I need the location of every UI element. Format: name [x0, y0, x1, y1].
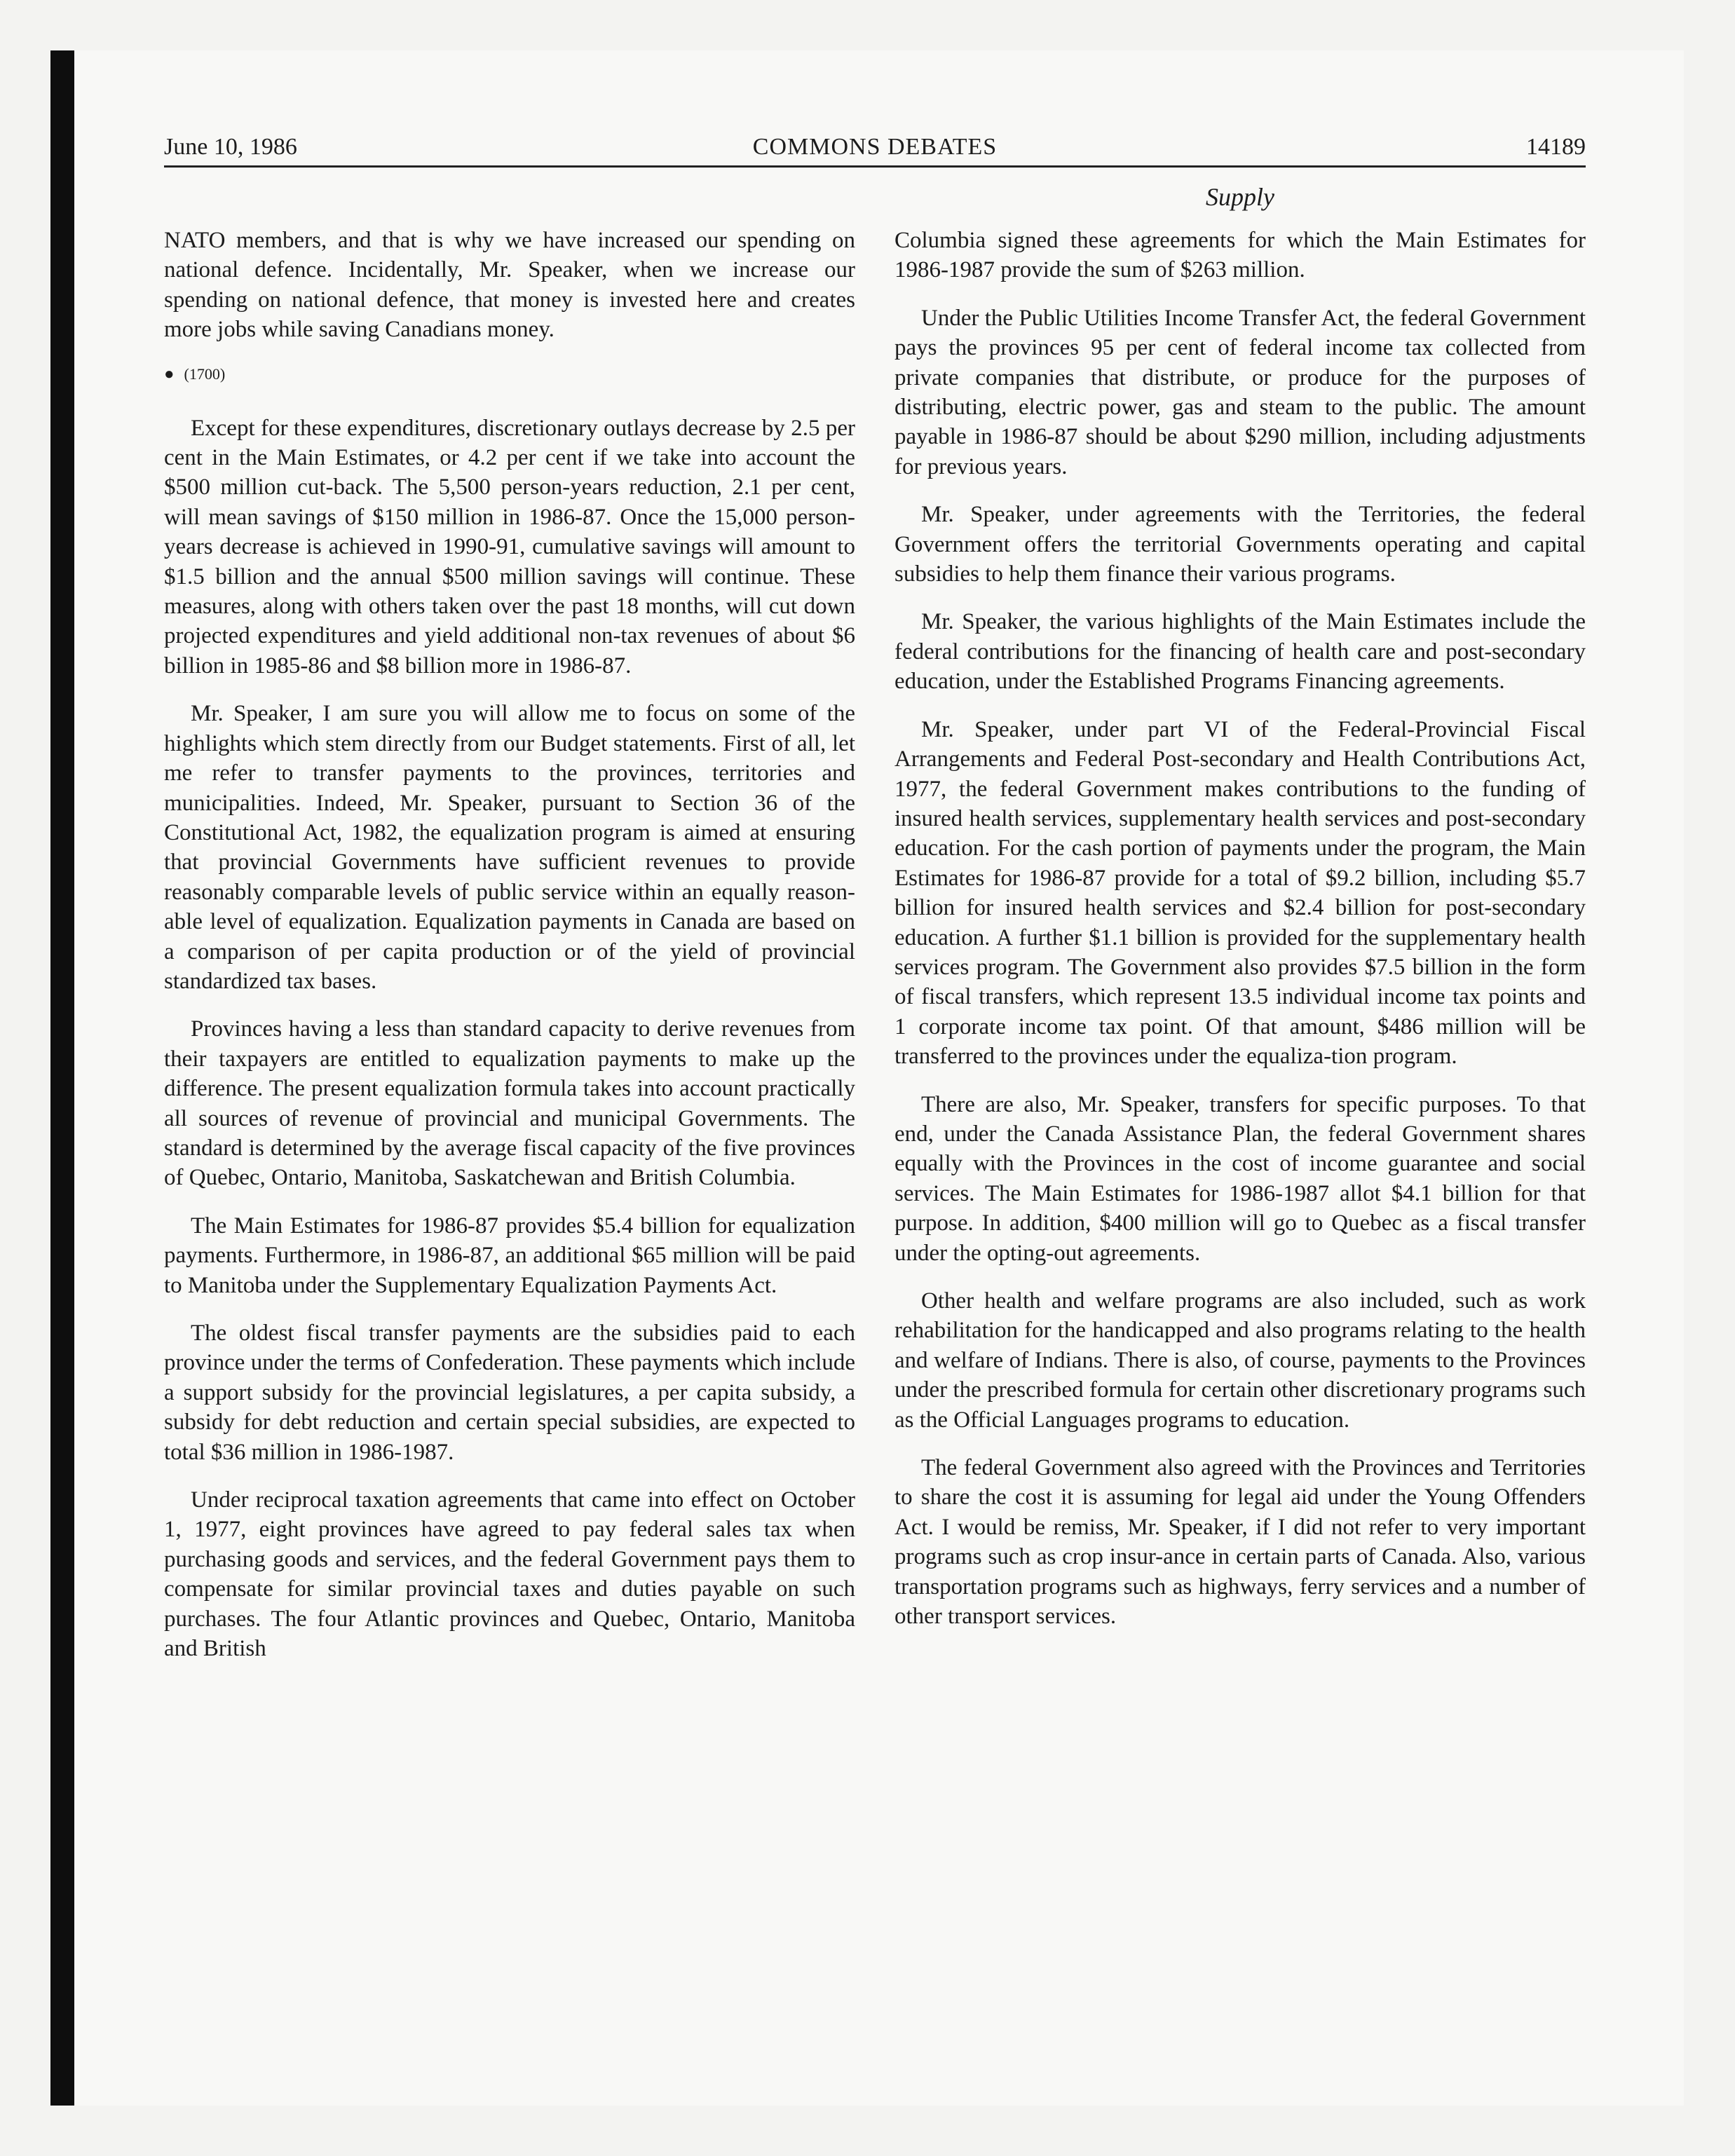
- section-title: Supply: [1206, 183, 1274, 211]
- paragraph: Mr. Speaker, the various highlights of the Main Estimates include the federal contributions for the financing of health care and post-secondary education, under the Established Programs Financing agreements.: [894, 609, 1586, 695]
- paragraph: Under reciprocal taxation agreements that came into effect on October 1, 1977, eight provinces have agreed to pay federal sales tax when purchasing goods and services, and the federal Government pays them to compensate for similar provincial taxes and duties payable on such purchases. The four Atlantic provinces and Quebec, Ontario, Manitoba and British: [164, 1487, 855, 1662]
- scan-border: [50, 50, 74, 2106]
- paragraph: Mr. Speaker, I am sure you will allow me to focus on some of the highlights which stem directly from our Budget statements. First of all, let me refer to transfer payments to the provinces, territories and municipalities. Indeed, Mr. Speaker, pursuant to Section 36 of the Constitutional Act, 1982, the equalization program is aimed at ensuring that provincial Governments have sufficient revenues to provide reasonably comparable levels of public service within an equally reason-able level of equalization. Equalization payments in Canada are based on a comparison of per capita production or of the yield of provincial standardized tax bases.: [164, 701, 855, 994]
- paragraph: Other health and welfare programs are also included, such as work rehabilitation for the handicapped and also programs relating to the health and welfare of Indians. There is also, of course, payments to the Provinces under the prescribed formula for certain other discretionary programs such as the Official Languages programs to education.: [894, 1288, 1586, 1433]
- left-column: [164, 226, 855, 1681]
- paragraph: Mr. Speaker, under part VI of the Federal-Provincial Fiscal Arrangements and Federal Post-secondary and Health Contributions Act, 1977, the federal Government makes contributions to the funding of insured health services, supplementary health services and post-secondary education. For the cash portion of payments under the program, the Main Estimates for 1986-87 provide for a total of $9.2 billion, including $5.7 billion for insured health services and $2.4 billion for post-secondary education. A further $1.1 billion is provided for the supplementary health services program. The Government also provides $7.5 billion in the form of fiscal transfers, which represent 13.5 individual income tax points and 1 corporate income tax point. Of that amount, $486 million will be transferred to the provinces under the equaliza-tion program.: [894, 716, 1586, 1070]
- paragraph: The oldest fiscal transfer payments are the subsidies paid to each province under the terms of Confederation. These payments which include a support subsidy for the provincial legislatures, a per capita subsidy, a subsidy for debt reduction and certain special subsidies, are expected to total $36 million in 1986-1987.: [164, 1321, 855, 1465]
- paragraph: Columbia signed these agreements for which the Main Estimates for 1986-1987 provide the sum of $263 million.: [894, 228, 1586, 283]
- right-column: [894, 226, 1586, 1649]
- bullet-icon: ●: [164, 364, 175, 383]
- header-date: June 10, 1986: [164, 134, 297, 160]
- paragraph: Mr. Speaker, under agreements with the Territories, the federal Government offers the territorial Governments operating and capital subsidies to help them finance their various programs.: [894, 502, 1586, 587]
- time-marker-text: (1700): [184, 364, 226, 383]
- header-rule: [164, 165, 1586, 168]
- paragraph: Except for these expenditures, discretionary outlays decrease by 2.5 per cent in the Main Estimates, or 4.2 per cent if we take into account the $500 million cut-back. The 5,500 person-years reduction, 2.1 per cent, will mean savings of $150 million in 1986-87. Once the 15,000 person-years decrease is achieved in 1990-91, cumulative savings will amount to $1.5 billion and the annual $500 million savings will continue. These measures, along with others taken over the past 18 months, will cut down projected expenditures and yield additional non-tax revenues of about $6 billion in 1985-86 and $8 billion more in 1986-87.: [164, 415, 855, 678]
- paragraph: NATO members, and that is why we have increased our spending on national defence. Incidentally, Mr. Speaker, when we increase our spending on national defence, that money is invested here and creates more jobs while saving Canadians money.: [164, 228, 855, 343]
- paragraph: Under the Public Utilities Income Transfer Act, the federal Government pays the provinces 95 per cent of federal income tax collected from private companies that distribute, or produce for the purposes of distributing, electric power, gas and steam to the public. The amount payable in 1986-87 should be about $290 million, including adjustments for previous years.: [894, 305, 1586, 479]
- paragraph: Provinces having a less than standard capacity to derive revenues from their taxpayers are entitled to equalization payments to make up the difference. The present equalization formula takes into account practically all sources of revenue of provincial and municipal Governments. The standard is determined by the average fiscal capacity of the five provinces of Quebec, Ontario, Manitoba, Saskatchewan and British Columbia.: [164, 1016, 855, 1191]
- paragraph: There are also, Mr. Speaker, transfers for specific purposes. To that end, under the Canada Assistance Plan, the federal Government shares equally with the Provinces in the cost of income guarantee and social services. The Main Estimates for 1986-1987 allot $4.1 billion for that purpose. In addition, $400 million will go to Quebec as a fiscal transfer under the opting-out agreements.: [894, 1091, 1586, 1266]
- paragraph: The federal Government also agreed with the Provinces and Territories to share the cost it is assuming for legal aid under the Young Offenders Act. I would be remiss, Mr. Speaker, if I did not refer to very important programs such as crop insur-ance in certain parts of Canada. Also, various transportation programs such as highways, ferry services and a number of other transport services.: [894, 1455, 1586, 1630]
- page-header: [164, 129, 1586, 165]
- header-title: COMMONS DEBATES: [752, 134, 998, 160]
- time-marker: [164, 363, 855, 386]
- paragraph: The Main Estimates for 1986-87 provides $5.4 billion for equalization payments. Furthermore, in 1986-87, an additional $65 million will be paid to Manitoba under the Supplementary Equalization Payments Act.: [164, 1213, 855, 1298]
- header-page-number: 14189: [1526, 134, 1586, 160]
